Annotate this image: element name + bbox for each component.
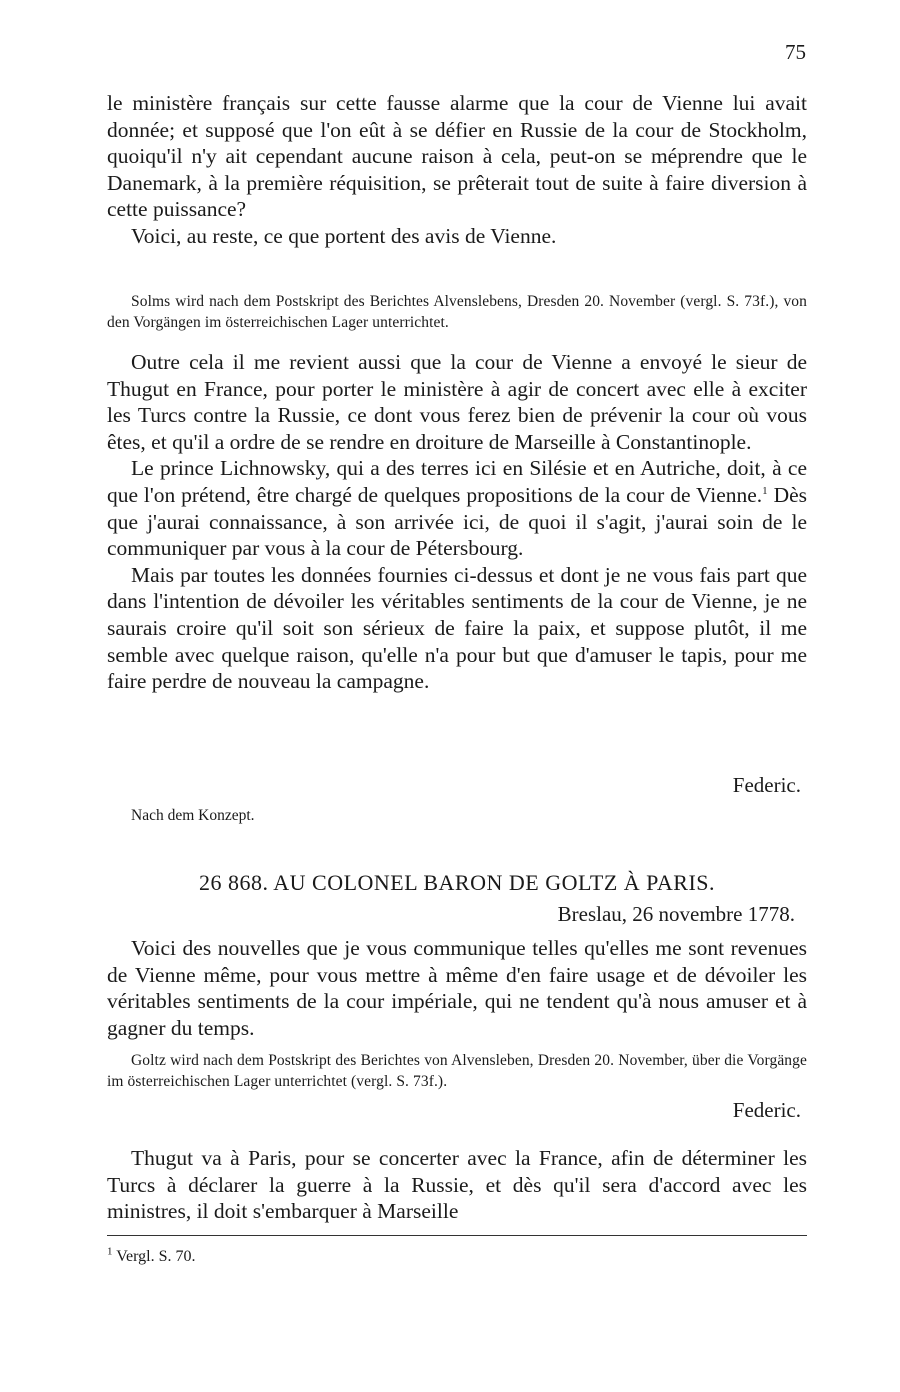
signature-block-2 [107, 1098, 807, 1123]
paragraph: Mais par toutes les données fournies ci-dessus et dont je ne vous fais part que dans l'intention de dévoiler les véritables sentiments de la cour de Vienne, je ne saurais croire qu'il soit son sérieux de faire la paix, et suppose plutôt, il me semble avec quelque raison, qu'elle n'a pour but que d'amuser le tapis, pour me faire perdre de nouveau la campagne. [107, 562, 807, 694]
dateline-block [107, 902, 807, 927]
page-number: 75 [785, 40, 806, 64]
footnote [107, 1245, 196, 1266]
paragraph [107, 455, 807, 561]
paragraph: Thugut va à Paris, pour se concerter avec la France, afin de déterminer les Turcs à déclarer la guerre à la Russie, et dès qu'il sera d'accord avec les ministres, il doit s'embarquer à Marseille [107, 1146, 807, 1224]
paragraph: Voici, au reste, ce que portent des avis de Vienne. [131, 223, 557, 248]
note-text: Solms wird nach dem Postskript des Berichtes Alvenslebens, Dresden 20. November (vergl. S. 73f.), von den Vorgängen im österreichischen Lager unterrichtet. [107, 293, 807, 331]
editorial-note-2 [107, 1050, 807, 1092]
paragraph-continuation [107, 90, 807, 250]
letter-heading: 26 868. AU COLONEL BARON DE GOLTZ À PARIS. [198, 870, 716, 895]
note-text: Goltz wird nach dem Postskript des Berichtes von Alvensleben, Dresden 20. November, über die Vorgänge im österreichischen Lager unterrichtet (vergl. S. 73f.). [107, 1052, 807, 1090]
letter-body-2 [107, 935, 807, 1041]
footnote-divider [107, 1235, 807, 1236]
letter-body [107, 349, 807, 695]
footnote-mark: 1 [107, 1245, 113, 1258]
dateline: Breslau, 26 novembre 1778. [557, 902, 795, 926]
source-note: Nach dem Konzept. [131, 807, 255, 824]
footnote-reference: 1 [762, 484, 768, 497]
letter-heading-block [107, 870, 807, 896]
editorial-note [107, 291, 807, 333]
source-block [107, 807, 807, 825]
paragraph: Outre cela il me revient aussi que la cour de Vienne a envoyé le sieur de Thugut en France, pour porter le ministère à agir de concert avec elle à exciter les Turcs contre la Russie, ce dont vous ferez bien de prévenir la cour où vous êtes, et qu'il a ordre de se rendre en droiture de Marseille à Constantinople. [107, 350, 807, 454]
enclosure-body [107, 1145, 807, 1225]
signature-block [107, 773, 807, 798]
footnote-text: Vergl. S. 70. [116, 1248, 196, 1265]
paragraph: Voici des nouvelles que je vous communique telles qu'elles me sont revenues de Vienne même, pour vous mettre à même d'en faire usage et de dévoiler les véritables sentiments de la cour impériale, qui ne tendent qu'à nous amuser et à gagner du temps. [107, 936, 807, 1040]
paragraph-text: Le prince Lichnowsky, qui a des terres ici en Silésie et en Autriche, doit, à ce que l'on prétend, être chargé de quelques propositions de la cour de Vienne. [107, 456, 807, 507]
signature: Federic. [732, 1098, 801, 1122]
paragraph-text: Dès que j'aurai connaissance, à son arrivée ici, de quoi il s'agit, j'aurai soin de le communiquer par vous à la cour de Pétersbourg. [107, 482, 808, 561]
signature: Federic. [732, 773, 801, 797]
paragraph: le ministère français sur cette fausse alarme que la cour de Vienne lui avait donnée; et supposé que l'on eût à se défier en Russie de la cour de Stockholm, quoiqu'il n'y ait cependant aucune raison à cela, peut-on se méprendre que le Danemark, à la première réquisition, se prêterait tout de suite à faire diversion à cette puissance? [107, 91, 807, 222]
